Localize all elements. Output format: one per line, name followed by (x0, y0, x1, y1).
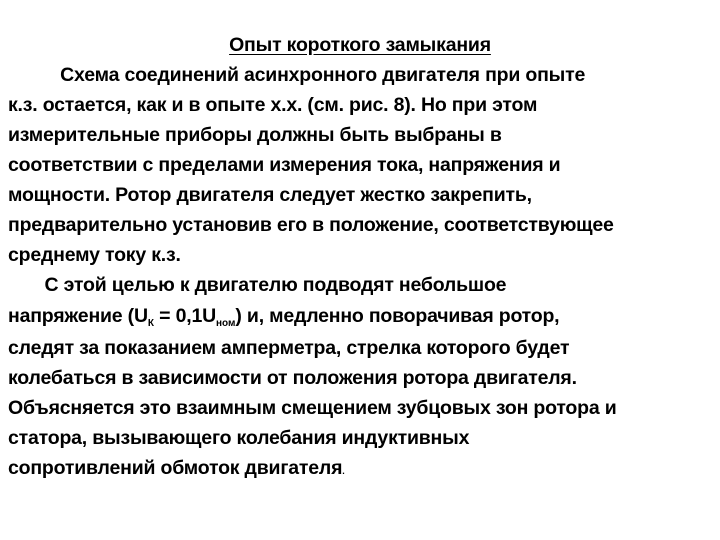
text-line: колебаться в зависимости от положения ротора двигателя. (8, 367, 577, 389)
subscript-k: К (147, 318, 154, 329)
text-line: к.з. остается, как и в опыте х.х. (см. рис. 8). Но при этом (8, 94, 538, 116)
body-text (8, 60, 712, 483)
text-line: предварительно установив его в положение, соответствующее (8, 214, 614, 236)
text-line: мощности. Ротор двигателя следует жестко закрепить, (8, 184, 532, 206)
text-line: С этой целью к двигателю подводят небольшое (8, 274, 507, 296)
formula-middle: = 0,1U (153, 305, 216, 327)
page-title: Опыт короткого замыкания (229, 34, 491, 56)
text-line: статора, вызывающего колебания индуктивных (8, 427, 470, 449)
text-line: соответствии с пределами измерения тока, напряжения и (8, 154, 561, 176)
formula-after: ) и, медленно поворачивая ротор, (235, 305, 560, 327)
text-line: среднему току к.з. (8, 244, 181, 266)
formula-before: напряжение (U (8, 305, 148, 327)
last-line-period: . (342, 466, 345, 476)
last-line (8, 453, 712, 483)
text-line: следят за показанием амперметра, стрелка которого будет (8, 337, 570, 359)
last-line-text: сопротивлений обмоток двигателя (8, 457, 343, 479)
text-line: Объясняется это взаимным смещением зубцовых зон ротора и (8, 397, 617, 419)
text-line: Схема соединений асинхронного двигателя при опыте (8, 64, 586, 86)
formula-line (8, 300, 712, 333)
text-line: измерительные приборы должны быть выбраны в (8, 124, 502, 146)
subscript-nom: ном (215, 318, 236, 329)
